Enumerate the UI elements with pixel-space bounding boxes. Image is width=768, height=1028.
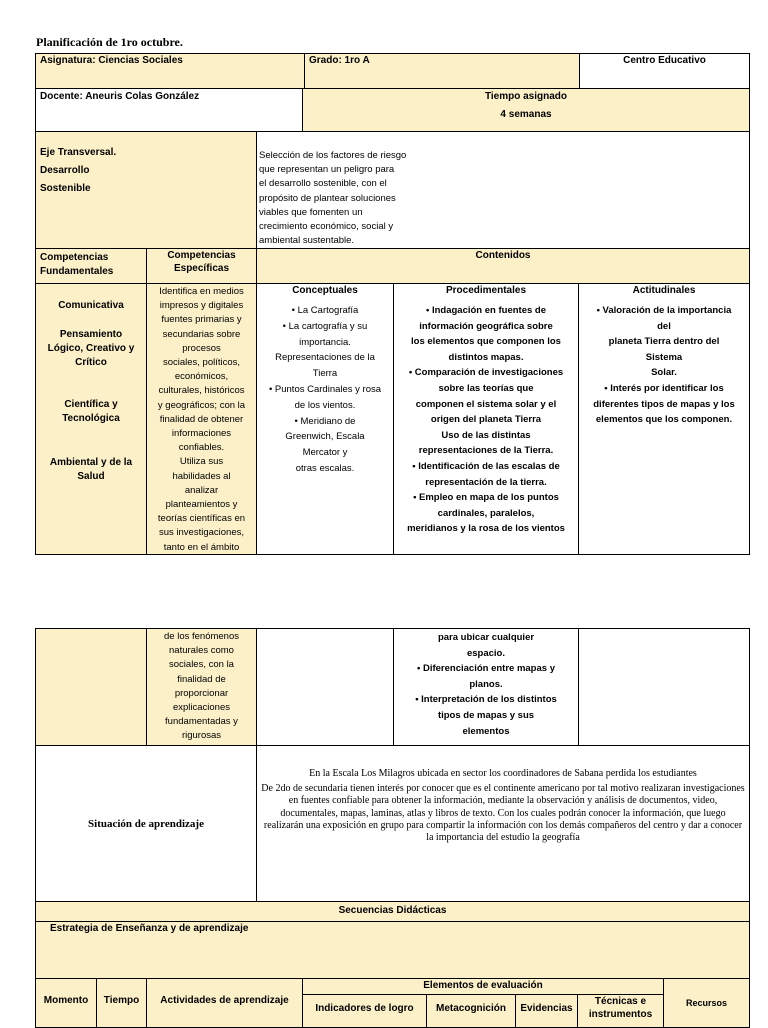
contenidos-header-cell — [256, 248, 750, 284]
esp-header-cell — [146, 248, 257, 284]
asignatura-cell — [35, 53, 305, 89]
grado-label: Grado: 1ro A — [309, 55, 370, 66]
fund-item: Científica y Tecnológica — [62, 399, 120, 424]
esp-text-cont: de los fenómenos naturales como sociales, con la finalidad de proporcionar explicaciones fundamentadas y rigurosas — [164, 631, 239, 742]
situacion-body: De 2do de secundaria tienen interés por conocer que es el continente americano por tal motivo realizaran investigaciones en fuentes confiable para obtener la información, mediante la observación y análisis de documentos, video, documentales, mapas, laminas, atlas y libros de texto. Con los cuales podrán conocer la información, que luego realizarán una exposición en grupo para compartir la información con los demás compañeros del centro y dar a conocer la importancia del estudio la geografía — [261, 783, 745, 844]
situacion-label-cell — [35, 745, 257, 902]
centro-cell — [579, 53, 750, 89]
fund-list-cell-cont — [35, 628, 147, 746]
page-title: Planificación de 1ro octubre. — [36, 35, 183, 49]
fund-item: Pensamiento Lógico, Creativo y Crítico — [47, 329, 135, 368]
actitudinales-cell — [578, 283, 750, 555]
docente-label: Docente: Aneuris Colas González — [40, 91, 200, 102]
tiempo-label: Tiempo asignado — [484, 91, 568, 102]
actitudinales-header: Actitudinales — [632, 285, 696, 296]
grado-cell — [304, 53, 580, 89]
situacion-text-cell — [256, 745, 750, 902]
estrategia-cell — [35, 921, 750, 979]
conceptuales-header: Conceptuales — [292, 285, 358, 296]
esp-list-cell-cont — [146, 628, 257, 746]
momento-cell — [35, 978, 97, 1028]
contenidos-header: Contenidos — [475, 250, 531, 261]
asignatura-label: Asignatura: Ciencias Sociales — [40, 55, 183, 66]
procedimentales-text-cont: para ubicar cualquier espacio. • Diferenciación entre mapas y planos. • Interpretación de los distintos tipos de mapas y sus elementos — [415, 632, 557, 737]
indicadores-header: Indicadores de logro — [315, 1003, 414, 1014]
fund-item: Ambiental y de la Salud — [49, 457, 133, 482]
tiempo-header-cell — [96, 978, 147, 1028]
conceptuales-text: • La Cartografía • La cartografía y su importancia. Representaciones de la Tierra • Puntos Cardinales y rosa de los vientos. • Meridiano de Greenwich, Escala Mercator y otras escalas. — [268, 305, 382, 474]
docente-cell — [35, 88, 303, 132]
tecnicas-cell — [577, 994, 664, 1028]
tecnicas-header: Técnicas e instrumentos — [588, 996, 653, 1020]
recursos-cell — [663, 978, 750, 1028]
situacion-line1: En la Escala Los Milagros ubicada en sector los coordinadores de Sabana perdida los estudiantes — [309, 768, 697, 779]
eje-text-cell — [256, 131, 750, 249]
fund-header-cell — [35, 248, 147, 284]
procedimentales-cell — [393, 283, 579, 555]
momento-header: Momento — [43, 995, 89, 1006]
fund-item: Comunicativa — [58, 300, 124, 311]
esp-list-cell — [146, 283, 257, 555]
elementos-cell — [302, 978, 664, 995]
procedimentales-header: Procedimentales — [445, 285, 527, 296]
conceptuales-cell — [256, 283, 394, 555]
eje-label-cell — [35, 131, 257, 249]
fund-list-cell — [35, 283, 147, 555]
metacognicion-header: Metacognición — [435, 1003, 506, 1014]
secuencias-header: Secuencias Didácticas — [338, 905, 447, 916]
actividades-header: Actividades de aprendizaje — [160, 995, 289, 1006]
fund-header: Competencias Fundamentales — [40, 252, 114, 277]
evidencias-header: Evidencias — [520, 1003, 573, 1014]
estrategia-label: Estrategia de Enseñanza y de aprendizaje — [50, 923, 249, 934]
tiempo-value: 4 semanas — [500, 109, 552, 120]
actividades-cell — [146, 978, 303, 1028]
tiempo-cell — [302, 88, 750, 132]
actitudinales-text: • Valoración de la importancia del planeta Tierra dentro del Sistema Solar. • Interés por identificar los diferentes tipos de mapas y los elementos que los componen. — [593, 305, 735, 426]
evidencias-cell — [515, 994, 578, 1028]
indicadores-cell — [302, 994, 427, 1028]
conceptuales-cell-cont — [256, 628, 394, 746]
secuencias-header-cell — [35, 901, 750, 922]
tiempo-header: Tiempo — [103, 995, 140, 1006]
recursos-header: Recursos — [685, 998, 728, 1008]
elementos-header: Elementos de evaluación — [423, 980, 543, 991]
centro-label: Centro Educativo — [623, 55, 706, 66]
procedimentales-cell-cont — [393, 628, 579, 746]
esp-text: Identifica en medios impresos y digitales fuentes primarias y secundarias sobre procesos sociales, políticos, económicos, culturales, históricos y geográficos; con la finalidad de obtener informaciones confiables. Utiliza sus habilidades al analizar planteamientos y teorías científicas en sus investigaciones, tanto en el ámbito — [157, 286, 246, 553]
esp-header: Competencias Específicas — [167, 250, 236, 274]
procedimentales-text: • Indagación en fuentes de información geográfica sobre los elementos que componen los distintos mapas. • Comparación de investigaciones sobre las teorías que componen el sistema solar y el origen del planeta Tierra Uso de las distintas representaciones de la Tierra. • Identificación de las escalas de representación de la tierra. • Empleo en mapa de los puntos cardinales, paralelos, meridianos y la rosa de los vientos — [407, 305, 565, 535]
eje-text: Selección de los factores de riesgo que representan un peligro para el desarrollo sostenible, con el propósito de plantear soluciones viables que fomenten un crecimiento económico, social y ambiental sustentable. — [259, 150, 407, 247]
eje-label: Eje Transversal. Desarrollo Sostenible — [40, 147, 117, 194]
actitudinales-cell-cont — [578, 628, 750, 746]
situacion-label: Situación de aprendizaje — [88, 818, 204, 830]
metacognicion-cell — [426, 994, 516, 1028]
